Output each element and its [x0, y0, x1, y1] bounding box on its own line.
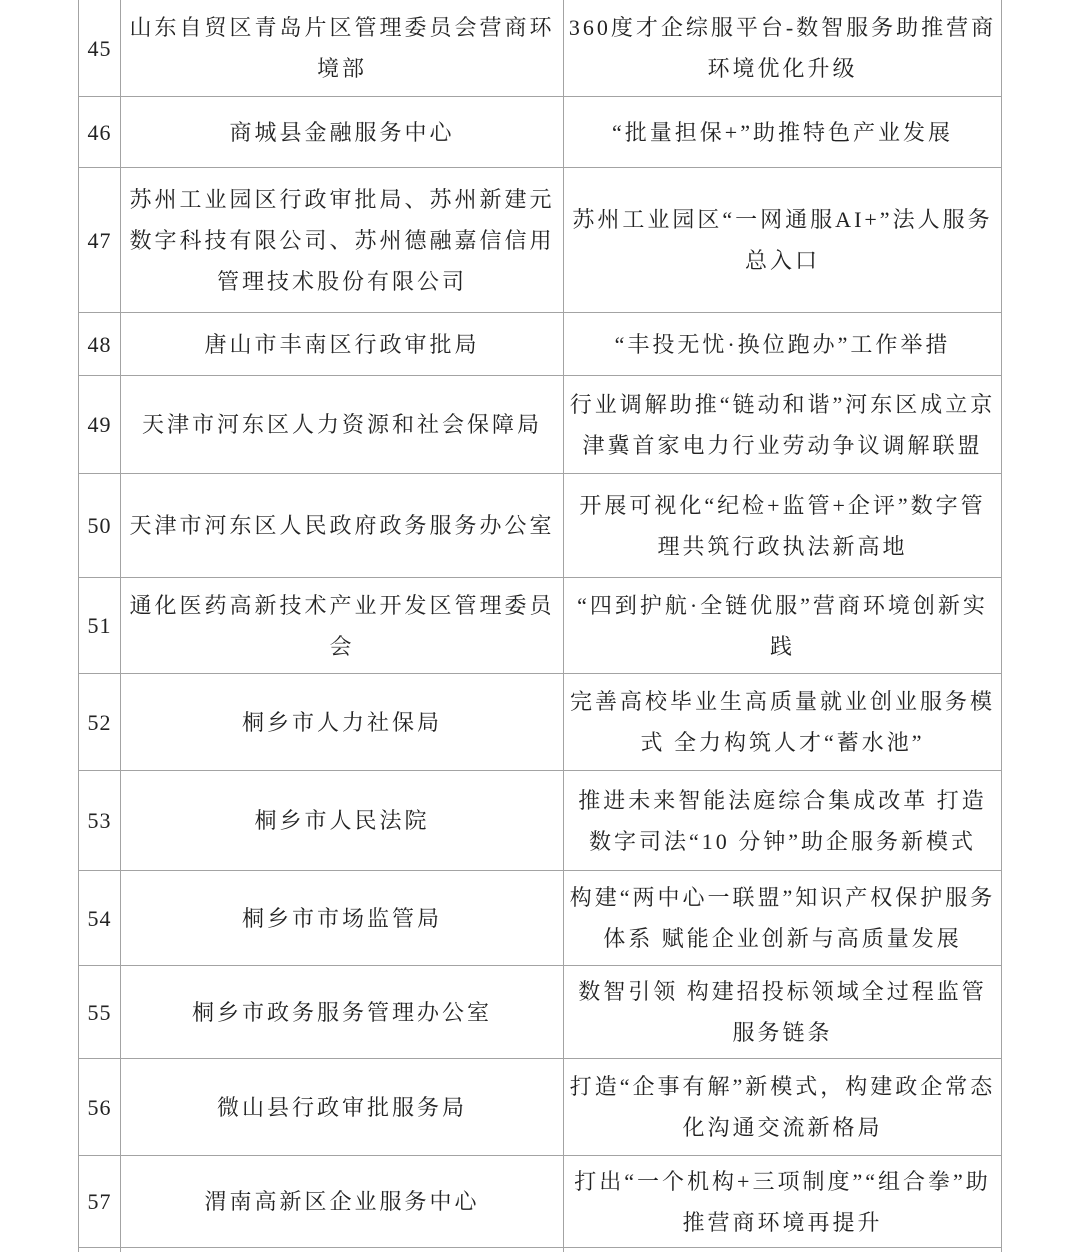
case-title	[563, 0, 1002, 96]
row-number	[78, 1248, 120, 1252]
org-name-text: 苏州工业园区行政审批局、苏州新建元数字科技有限公司、苏州德融嘉信信用管理技术股份有限公司	[129, 186, 555, 294]
case-title	[563, 1156, 1002, 1247]
row-number: 57	[78, 1156, 120, 1247]
org-name	[120, 1156, 563, 1247]
case-title-text: 数智引领 构建招投标领域全过程监管服务链条	[578, 979, 987, 1045]
case-title	[563, 966, 1002, 1058]
org-name-text: 天津市河东区人民政府政务服务办公室	[129, 513, 555, 538]
table-row	[78, 0, 1002, 96]
case-title-text: 打造“企事有解”新模式，构建政企常态化沟通交流新格局	[569, 1074, 996, 1140]
case-title	[563, 97, 1002, 167]
case-title-text: 完善高校毕业生高质量就业创业服务模式 全力构筑人才“蓄水池”	[569, 689, 995, 755]
org-name	[120, 0, 563, 96]
org-name-text: 商城县金融服务中心	[229, 119, 455, 145]
org-name-text: 桐乡市市场监管局	[241, 905, 442, 931]
row-number: 45	[78, 0, 120, 96]
org-name	[120, 674, 563, 770]
row-number: 46	[78, 97, 120, 167]
org-name	[120, 966, 563, 1058]
org-name-text: 天津市河东区人力资源和社会保障局	[141, 412, 542, 437]
case-title-text: “四到护航·全链优服”营商环境创新实践	[577, 592, 988, 659]
org-name	[120, 97, 563, 167]
row-number: 56	[78, 1059, 120, 1155]
case-title-text: 360度才企综服平台-数智服务助推营商环境优化升级	[568, 15, 997, 81]
case-title-text: 构建“两中心一联盟”知识产权保护服务体系 赋能企业创新与高质量发展	[569, 885, 996, 951]
case-title-text: 行业调解助推“链动和谐”河东区成立京津冀首家电力行业劳动争议调解联盟	[569, 391, 996, 458]
table-row	[78, 673, 1002, 770]
case-title-text: 推进未来智能法庭综合集成改革 打造数字司法“10 分钟”助企服务新模式	[578, 787, 987, 854]
row-number: 47	[78, 168, 120, 312]
case-title	[563, 1248, 1002, 1252]
case-title-text: 开展可视化“纪检+监管+企评”数字管理共筑行政执法新高地	[579, 492, 986, 559]
org-name	[120, 474, 563, 577]
org-name	[120, 871, 563, 965]
table-row	[78, 96, 1002, 167]
case-title-text: “批量担保+”助推特色产业发展	[612, 119, 953, 145]
case-title	[563, 1059, 1002, 1155]
row-number: 55	[78, 966, 120, 1058]
org-name	[120, 1059, 563, 1155]
table-row	[78, 473, 1002, 577]
org-name	[120, 313, 563, 375]
case-title	[563, 674, 1002, 770]
table-row	[78, 770, 1002, 870]
table-row	[78, 1155, 1002, 1247]
org-name-text: 微山县行政审批服务局	[216, 1094, 467, 1120]
org-name-text: 通化医药高新技术产业开发区管理委员会	[129, 592, 555, 659]
row-number: 53	[78, 771, 120, 870]
table-row	[78, 870, 1002, 965]
row-number: 51	[78, 578, 120, 673]
table-row	[78, 965, 1002, 1058]
row-number: 48	[78, 313, 120, 375]
org-name	[120, 1248, 563, 1252]
case-title	[563, 771, 1002, 870]
table-row-cutoff	[78, 1247, 1002, 1252]
case-title	[563, 871, 1002, 965]
org-name-text: 桐乡市政务服务管理办公室	[191, 999, 492, 1025]
case-title	[563, 578, 1002, 673]
case-title-text: 打出“一个机构+三项制度”“组合拳”助推营商环境再提升	[574, 1168, 991, 1235]
case-title	[563, 474, 1002, 577]
table-row	[78, 577, 1002, 673]
org-name	[120, 168, 563, 312]
case-title	[563, 313, 1002, 375]
award-case-table	[78, 0, 1002, 1252]
org-name-text: 桐乡市人力社保局	[241, 709, 442, 735]
org-name-text: 唐山市丰南区行政审批局	[204, 331, 480, 357]
org-name-text: 山东自贸区青岛片区管理委员会营商环境部	[129, 15, 555, 81]
org-name-text: 渭南高新区企业服务中心	[204, 1189, 480, 1214]
row-number: 49	[78, 376, 120, 473]
table-row	[78, 375, 1002, 473]
table-row	[78, 1058, 1002, 1155]
row-number: 52	[78, 674, 120, 770]
org-name-text: 桐乡市人民法院	[254, 808, 430, 833]
org-name	[120, 376, 563, 473]
row-number: 54	[78, 871, 120, 965]
table-row	[78, 167, 1002, 312]
case-title	[563, 168, 1002, 312]
org-name	[120, 771, 563, 870]
row-number: 50	[78, 474, 120, 577]
case-title-text: 苏州工业园区“一网通服AI+”法人服务总入口	[572, 207, 993, 273]
table-row	[78, 312, 1002, 375]
case-title	[563, 376, 1002, 473]
org-name	[120, 578, 563, 673]
case-title-text: “丰投无忧·换位跑办”工作举措	[614, 331, 951, 357]
